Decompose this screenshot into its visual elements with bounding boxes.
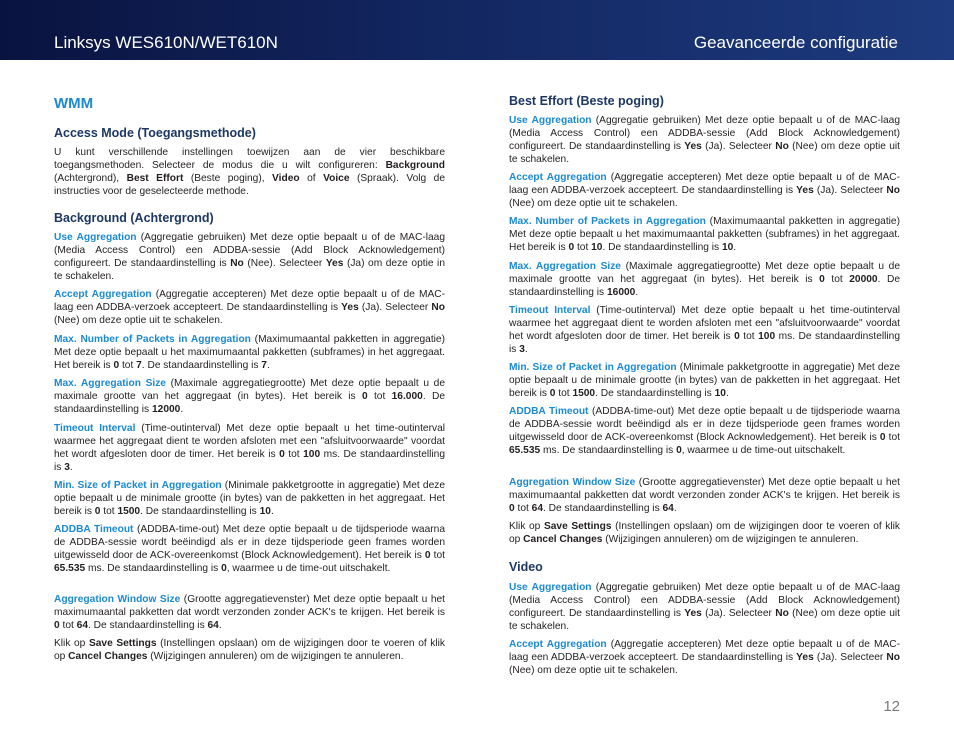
be-timeout-interval: Timeout Interval (Time-outinterval) Met deze optie bepaalt u het time-outinterval waarmee het aggregaat dient te worden afsloten met een "afsluitvoorwaarde" voordat het wordt afgesloten door de timer. Het bereik is 0 tot 100 ms. De standaardinstelling is 3. [509,305,900,355]
video-use-aggregation: Use Aggregation (Aggregatie gebruiken) Met deze optie bepaalt u of de MAC-laag (Media Access Control) een ADDBA-sessie (Add Block Acknowledgement) configureert. De standaardinstelling is Yes (Ja). Selecteer No (Nee) om deze optie uit te schakelen. [509,582,900,632]
bg-save-note: Klik op Save Settings (Instellingen opslaan) om de wijzigingen door te voeren of klik op Cancel Changes (Wijzigingen annuleren) om de wijzigingen te annuleren. [54,638,445,662]
wmm-title: WMM [54,95,94,112]
background-heading: Background (Achtergrond) [54,211,214,225]
video-heading: Video [509,560,543,574]
best-effort-heading: Best Effort (Beste poging) [509,94,664,108]
be-save-note: Klik op Save Settings (Instellingen opslaan) om de wijzigingen door te voeren of klik op Cancel Changes (Wijzigingen annuleren) om de wijzigingen te annuleren. [509,521,900,545]
access-mode-heading: Access Mode (Toegangsmethode) [54,126,256,140]
product-name: Linksys WES610N/WET610N [54,33,278,52]
bg-timeout-interval: Timeout Interval (Time-outinterval) Met deze optie bepaalt u het time-outinterval waarmee het aggregaat dient te worden afsloten met een "afsluitvoorwaarde" voordat het wordt afgesloten door de timer. Het bereik is 0 tot 100 ms. De standaardinstelling is 3. [54,423,445,473]
video-accept-aggregation: Accept Aggregation (Aggregatie accepteren) Met deze optie bepaalt u of de MAC-laag een ADDBA-verzoek accepteert. De standaardinstelling is Yes (Ja). Selecteer No (Nee) om deze optie uit te schakelen. [509,639,901,676]
bg-max-packets: Max. Number of Packets in Aggregation (Maximumaantal pakketten in aggregatie) Met deze optie bepaalt u het maximumaantal pakketten (subframes) in het aggregaat. Het bereik is 0 tot 7. De standaardinstelling is 7. [54,334,445,371]
be-addba-timeout: ADDBA Timeout (ADDBA-time-out) Met deze optie bepaalt u de tijdsperiode waarna de ADDBA-sessie wordt beëindigd als er in deze tijdsperiode geen frames worden uitgewisseld door de ACK-overeenkomst (Block Acknowledgement). Het bereik is 0 tot 65.535 ms. De standaardinstelling is 0, waarmee u de time-out uitschakelt. [509,406,900,456]
be-use-aggregation: Use Aggregation (Aggregatie gebruiken) Met deze optie bepaalt u of de MAC-laag (Media Access Control) een ADDBA-sessie (Add Block Acknowledgement) configureert. De standaardinstelling is Yes (Ja). Selecteer No (Nee) om deze optie uit te schakelen. [509,115,900,165]
bg-max-size: Max. Aggregation Size (Maximale aggregatiegrootte) Met deze optie bepaalt u de maximale grootte van het aggregaat (in bytes). Het bereik is 0 tot 16.000. De standaardinstelling is 12000. [54,378,445,415]
bg-use-aggregation: Use Aggregation (Aggregatie gebruiken) Met deze optie bepaalt u of de MAC-laag (Media Access Control) een ADDBA-sessie (Add Block Acknowledgement) configureert. De standaardinstelling is No (Nee). Selecteer Yes (Ja) om deze optie in te schakelen. [54,232,445,282]
be-min-size: Min. Size of Packet in Aggregation (Minimale pakketgrootte in aggregatie) Met deze optie bepaalt u de minimale grootte (in bytes) van de pakketten in het aggregaat. Het bereik is 0 tot 1500. De standaardinstelling is 10. [509,362,900,399]
page-header [0,0,954,60]
bg-window-size: Aggregation Window Size (Grootte aggregatievenster) Met deze optie bepaalt u het maximumaantal pakketten dat wordt verzonden zonder ACK's te krijgen. Het bereik is 0 tot 64. De standaardinstelling is 64. [54,594,445,631]
access-mode-paragraph: U kunt verschillende instellingen toewijzen aan de vier beschikbare toegangsmethoden. Selecteer de modus die u wilt configureren: Background (Achtergrond), Best Effort (Beste poging), Video of Voice (Spraak). Volg de instructies voor de geselecteerde methode. [54,147,446,197]
page-number: 12 [883,698,900,715]
be-window-size: Aggregation Window Size (Grootte aggregatievenster) Met deze optie bepaalt u het maximumaantal pakketten dat wordt verzonden zonder ACK's te krijgen. Het bereik is 0 tot 64. De standaardinstelling is 64. [509,477,900,514]
bg-accept-aggregation: Accept Aggregation (Aggregatie accepteren) Met deze optie bepaalt u of de MAC-laag een ADDBA-verzoek accepteert. De standaardinstelling is Yes (Ja). Selecteer No (Nee) om deze optie uit te schakelen. [54,289,446,326]
bg-min-size: Min. Size of Packet in Aggregation (Minimale pakketgrootte in aggregatie) Met deze optie bepaalt u de minimale grootte (in bytes) van de pakketten in het aggregaat. Het bereik is 0 tot 1500. De standaardinstelling is 10. [54,480,445,517]
be-max-size: Max. Aggregation Size (Maximale aggregatiegrootte) Met deze optie bepaalt u de maximale grootte van het aggregaat (in bytes). Het bereik is 0 tot 20000. De standaardinstelling is 16000. [509,261,900,298]
bg-addba-timeout: ADDBA Timeout (ADDBA-time-out) Met deze optie bepaalt u de tijdsperiode waarna de ADDBA-sessie wordt beëindigd als er in deze tijdsperiode geen frames worden uitgewisseld door de ACK-overeenkomst (Block Acknowledgement). Het bereik is 0 tot 65.535 ms. De standaardinstelling is 0, waarmee u de time-out uitschakelt. [54,524,445,574]
be-max-packets: Max. Number of Packets in Aggregation (Maximumaantal pakketten in aggregatie) Met deze optie bepaalt u het maximumaantal pakketten (subframes) in het aggregaat. Het bereik is 0 tot 10. De standaardinstelling is 10. [509,216,900,253]
be-accept-aggregation: Accept Aggregation (Aggregatie accepteren) Met deze optie bepaalt u of de MAC-laag een ADDBA-verzoek accepteert. De standaardinstelling is Yes (Ja). Selecteer No (Nee) om deze optie uit te schakelen. [509,172,901,209]
section-title: Geavanceerde configuratie [693,33,898,52]
